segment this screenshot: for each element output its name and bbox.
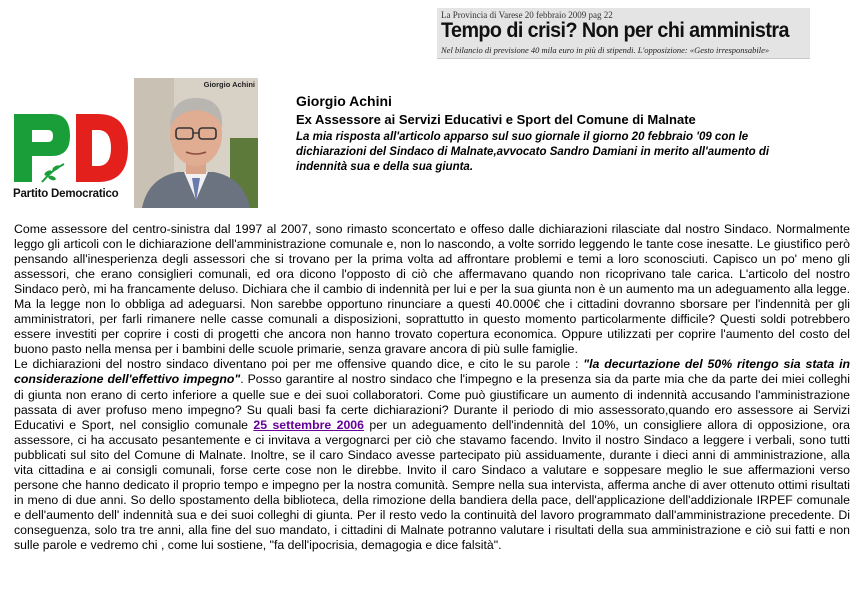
clipping-caption: La Provincia di Varese 20 febbraio 2009 pag 22 bbox=[441, 10, 613, 20]
council-date-link[interactable]: 25 settembre 2006 bbox=[253, 417, 364, 432]
portrait-image bbox=[134, 78, 258, 208]
pd-logo bbox=[12, 100, 130, 208]
author-role: Ex Assessore ai Servizi Educativi e Sport del Comune di Malnate bbox=[296, 112, 696, 127]
mayor-quote: "la decurtazione del 50% ritengo sia stata in considerazione dell'effettivo impegno" bbox=[14, 357, 850, 387]
paragraph-2-end: per un adeguamento dell'indennità del 10%, un consigliere allora di opposizione, ora assessore, ci ha accusato pesantemente e ci invitava a vergognarci per ciò che stavamo facendo. Invito il nostro Sindaco a leggere i verbali, sono tutti pubblicati sul sito del Comune di Malnate. Inoltre, se il caro Sindaco avesse partecipato più assiduamente, durante i dieci anni di amministrazione, alla vita cittadina e ai consigli comunali, forse certe cose non le direbbe. Invito il caro Sindaco a valutare e soppesare meglio le sue affermazioni verso persone che hanno dedicato il proprio tempo e impegno per la nostra comunità. Sempre nella sua intervista, afferma anche di aver ottenuto ottimi risultati in meno di due anni. So dello spostamento della biblioteca, della rimozione della bandiera della pace, dell'applicazione dell'addizionale IRPEF comunale e dell'aumento dell' indennità sua e dei suoi colleghi di giunta. Per il resto vedo la continuità del lavoro programmato dall'amministrazione precedente. Di conseguenza, solo tra tre anni, alla fine del suo mandato, i cittadini di Malnate potranno valutare i risultati della sua amministrazione e ciò sui fatti e non sulle parole e vedremo chi , come lui sostiene, "fa dell'ipocrisia, demagogia e dice falsità". bbox=[14, 417, 850, 552]
pd-wordmark: Partito Democratico bbox=[13, 188, 119, 200]
clipping-headline: Tempo di crisi? Non per chi amministra bbox=[441, 19, 789, 42]
clipping-subheadline: Nel bilancio di previsione 40 mila euro in più di stipendi. L'opposizione: «Gesto irresponsabile» bbox=[441, 45, 770, 55]
portrait-photo bbox=[134, 78, 258, 208]
newspaper-clipping bbox=[437, 8, 810, 59]
article-paragraph-1: Come assessore del centro-sinistra dal 1997 al 2007, sono rimasto sconcertato e offeso dalle dichiarazioni rilasciate dal nostro Sindaco. Normalmente leggo gli articoli con le dichiarazione dell'amministrazione comunale e, non lo nascondo, a volte sorrido leggendo le tante cose inesatte. Le giustifico però pensando all'inesperienza degli assessori che si trovano per la prima volta ad affrontare problemi e temi a loro sconosciuti. Capisco un po' meno gli assessori, che erano consiglieri comunali, ed ora dicono l'opposto di ciò che affermavano quando non ricoprivano tale carica. L'articolo del nostro Sindaco però, mi ha francamente deluso. Dichiara che il cambio di indennità per lui e per la sua giunta non è un aumento ma un adeguamento alla legge. Ma la legge non lo obbliga ad adeguarsi. Non sarebbe opportuno rinunciare a questi 40.000€ che i cittadini dovranno sborsare per l'indennità per gli amministratori, per farli rimanere nelle casse comunali a disposizioni, soprattutto in questo momento particolarmente difficile? Questi soldi potrebbero essere investiti per coprire i costi di progetti che ancora non hanno trovato copertura economica. Oppure utilizzati per coprire l'aumento del costo del buono pasto nella mensa per i bambini delle scuole primarie, senza gravare ancora di più sulle famiglie. bbox=[14, 222, 850, 357]
article-paragraph-2 bbox=[14, 357, 850, 553]
intro-text: La mia risposta all'articolo apparso sul suo giornale il giorno 20 febbraio '09 con le dichiarazioni del Sindaco di Malnate,avvocato Sandro Damiani in merito all'aumento di indennità sua e della sua giunta. bbox=[296, 131, 770, 173]
author-name: Giorgio Achini bbox=[296, 93, 392, 109]
paragraph-2-lead: Le dichiarazioni del nostro sindaco diventano poi per me offensive quando dice, e cito le su parole : bbox=[14, 357, 584, 372]
pd-logo-mark bbox=[12, 100, 130, 190]
paragraph-2-middle: . Posso garantire al nostro sindaco che l'impegno e la presenza sia da parte mia che da parte dei miei colleghi di giunta non erano di certo inferiore a quelle sue e dei suoi collaboratori. Come può giustificare un aumento di indennità accusando l'amministrazione passata di aver profuso meno impegno? Su quali basi fa certe dichiarazioni? Durante il periodo di mio assessorato,quando ero assessore ai Servizi Educativi e Sport, nel consiglio comunale bbox=[14, 372, 850, 432]
article-body bbox=[14, 222, 850, 553]
portrait-caption: Giorgio Achini bbox=[203, 80, 255, 89]
